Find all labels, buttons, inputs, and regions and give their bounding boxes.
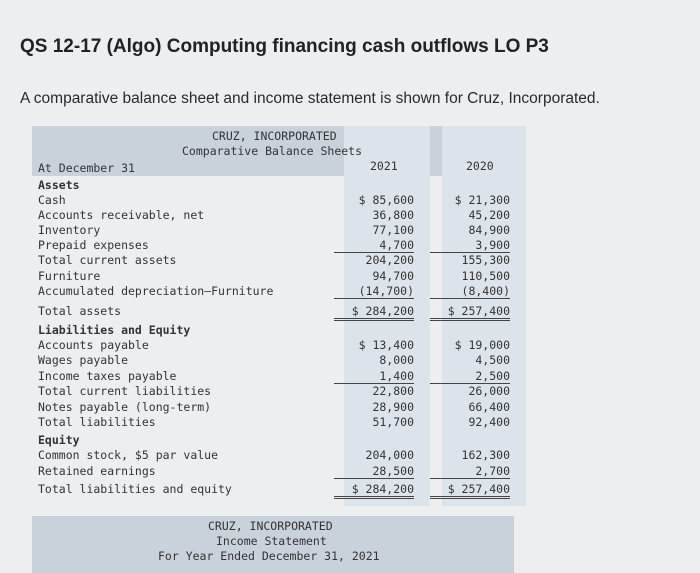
balance-sheet-company: CRUZ, INCORPORATED xyxy=(212,129,337,143)
row-value-2020: 3,900 xyxy=(430,238,510,253)
row-value-2020: 2,500 xyxy=(430,369,510,384)
row-label: Total liabilities xyxy=(38,415,156,429)
row-value-2021: (14,700) xyxy=(334,284,414,299)
row-value-2020: 26,000 xyxy=(468,384,510,398)
row-value-2021: 1,400 xyxy=(334,369,414,384)
row-value-2020: $ 19,000 xyxy=(454,338,510,352)
row-value-2020: 45,200 xyxy=(468,208,510,222)
row-value-2021: 22,800 xyxy=(372,384,414,398)
row-value-2021: $ 284,200 xyxy=(334,304,414,321)
year-2021-header: 2021 xyxy=(370,159,398,173)
balance-sheet-table xyxy=(32,126,520,510)
row-label: Prepaid expenses xyxy=(38,238,149,252)
row-value-2020: 4,500 xyxy=(475,353,510,367)
row-value-2021: 51,700 xyxy=(372,415,414,429)
row-value-2020: $ 257,400 xyxy=(430,482,510,499)
row-label: Inventory xyxy=(38,223,101,237)
row-label: Accounts payable xyxy=(38,338,149,352)
row-value-2020: $ 257,400 xyxy=(430,304,510,321)
row-label: Retained earnings xyxy=(38,464,156,478)
row-value-2021: 28,900 xyxy=(372,400,414,414)
row-label: Total current assets xyxy=(38,253,177,267)
row-value-2021: 28,500 xyxy=(334,464,414,479)
row-label: Total liabilities and equity xyxy=(38,482,232,496)
intro-text: A comparative balance sheet and income statement is shown for Cruz, Incorporated. xyxy=(20,90,600,107)
row-label: Common stock, $5 par value xyxy=(38,448,219,462)
row-value-2020: 84,900 xyxy=(468,223,510,237)
row-label: Equity xyxy=(38,433,80,447)
row-value-2021: $ 85,600 xyxy=(358,193,414,207)
row-value-2020: 2,700 xyxy=(430,464,510,479)
row-value-2021: 77,100 xyxy=(372,223,414,237)
row-label: Wages payable xyxy=(38,353,129,367)
row-label: Income taxes payable xyxy=(38,369,177,383)
balance-sheet-subtitle: Comparative Balance Sheets xyxy=(182,144,363,158)
row-value-2021: 94,700 xyxy=(372,269,414,283)
row-value-2021: $ 13,400 xyxy=(358,338,414,352)
row-value-2020: 110,500 xyxy=(461,269,510,283)
row-value-2021: 204,000 xyxy=(365,448,414,462)
row-value-2021: $ 284,200 xyxy=(334,482,414,499)
row-value-2021: 204,200 xyxy=(365,253,414,267)
row-value-2020: 162,300 xyxy=(461,448,510,462)
row-label: Furniture xyxy=(38,269,101,283)
row-label: Total assets xyxy=(38,304,122,318)
income-statement-company: CRUZ, INCORPORATED xyxy=(208,519,333,533)
income-statement-subtitle: Income Statement xyxy=(216,534,327,548)
row-label: Liabilities and Equity xyxy=(38,323,191,337)
year-2020-header: 2020 xyxy=(466,159,494,173)
row-value-2020: 92,400 xyxy=(468,415,510,429)
date-label: At December 31 xyxy=(38,161,135,175)
income-statement-period: For Year Ended December 31, 2021 xyxy=(158,549,380,563)
row-value-2020: 155,300 xyxy=(461,253,510,267)
row-value-2021: 36,800 xyxy=(372,208,414,222)
row-label: Accumulated depreciation—Furniture xyxy=(38,284,274,298)
row-label: Accounts receivable, net xyxy=(38,208,205,222)
page-title: QS 12-17 (Algo) Computing financing cash outflows LO P3 xyxy=(20,36,549,57)
row-value-2020: (8,400) xyxy=(430,284,510,299)
row-value-2020: 66,400 xyxy=(468,400,510,414)
row-label: Notes payable (long-term) xyxy=(38,400,212,414)
row-value-2020: $ 21,300 xyxy=(454,193,510,207)
row-label: Cash xyxy=(38,193,66,207)
row-label: Total current liabilities xyxy=(38,384,212,398)
row-value-2021: 8,000 xyxy=(379,353,414,367)
income-statement-header xyxy=(32,516,514,573)
row-value-2021: 4,700 xyxy=(334,238,414,253)
row-label: Assets xyxy=(38,178,80,192)
